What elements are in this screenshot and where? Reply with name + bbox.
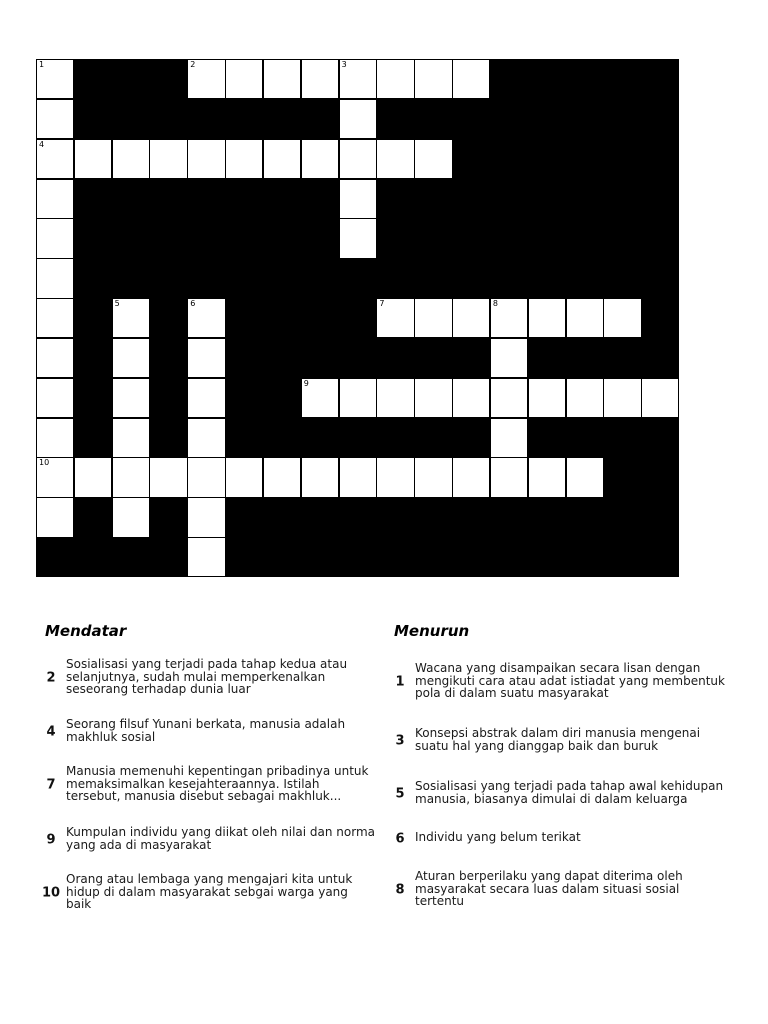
grid-cell[interactable] <box>187 418 225 458</box>
cell-number: 7 <box>379 299 385 309</box>
grid-cell[interactable] <box>36 59 74 99</box>
clue-text: Seorang filsuf Yunani berkata, manusia adalah makhluk sosial <box>66 717 346 744</box>
clue-number: 6 <box>395 831 405 847</box>
cell-number: 10 <box>39 458 50 468</box>
down-clue <box>391 831 721 847</box>
down-clue <box>391 661 725 702</box>
grid-cell[interactable] <box>528 457 566 497</box>
down-heading: Menurun <box>394 622 470 640</box>
grid-cell[interactable] <box>74 139 112 179</box>
grid-cell[interactable] <box>301 59 339 99</box>
grid-cell[interactable] <box>376 139 414 179</box>
down-clue <box>391 779 724 808</box>
grid-cell[interactable] <box>339 99 377 139</box>
grid-cell[interactable] <box>112 418 150 458</box>
across-heading: Mendatar <box>45 622 127 640</box>
clue-number: 4 <box>46 724 56 740</box>
grid-cell[interactable] <box>187 59 225 99</box>
grid-cell[interactable] <box>414 139 452 179</box>
grid-cell[interactable] <box>112 497 150 537</box>
grid-cell[interactable] <box>490 338 528 378</box>
grid-cell[interactable] <box>36 258 74 298</box>
grid-cell[interactable] <box>301 378 339 418</box>
down-clue <box>391 727 721 755</box>
grid-cell[interactable] <box>603 298 641 338</box>
clue-number: 1 <box>395 674 405 690</box>
clue-text: Individu yang belum terikat <box>415 830 581 844</box>
grid-cell[interactable] <box>74 457 112 497</box>
grid-cell[interactable] <box>641 378 679 418</box>
grid-cell[interactable] <box>187 378 225 418</box>
grid-cell[interactable] <box>452 298 490 338</box>
grid-cell[interactable] <box>452 457 490 497</box>
clue-text: Manusia memenuhi kepentingan pribadinya untuk memaksimalkan kesejahteraannya. Istilah tersebut, manusia disebut sebagai makhluk... <box>66 764 369 803</box>
grid-cell[interactable] <box>603 378 641 418</box>
grid-cell[interactable] <box>36 418 74 458</box>
grid-cell[interactable] <box>36 378 74 418</box>
cell-number: 9 <box>303 378 309 388</box>
grid-cell[interactable] <box>528 298 566 338</box>
grid-cell[interactable] <box>112 378 150 418</box>
grid-cell[interactable] <box>566 378 604 418</box>
cell-number: 2 <box>190 60 196 69</box>
grid-cell[interactable] <box>263 59 301 99</box>
clue-number: 9 <box>46 832 56 848</box>
grid-cell[interactable] <box>301 457 339 497</box>
grid-cell[interactable] <box>414 298 452 338</box>
clue-text: Konsepsi abstrak dalam diri manusia mengenai suatu hal yang dianggap baik dan buruk <box>415 726 701 753</box>
grid-cell[interactable] <box>36 457 74 497</box>
grid-cell[interactable] <box>225 139 263 179</box>
grid-cell[interactable] <box>414 59 452 99</box>
grid-cell[interactable] <box>528 378 566 418</box>
clue-text: Orang atau lembaga yang mengajari kita untuk hidup di dalam masyarakat sebgai warga yang baik <box>66 872 353 911</box>
grid-cell[interactable] <box>149 139 187 179</box>
grid-cell[interactable] <box>263 457 301 497</box>
cell-number: 4 <box>39 139 45 149</box>
grid-cell[interactable] <box>339 218 377 258</box>
grid-cell[interactable] <box>36 139 74 179</box>
cell-number: 8 <box>492 299 498 309</box>
grid-cell[interactable] <box>490 457 528 497</box>
grid-cell[interactable] <box>112 139 150 179</box>
grid-cell[interactable] <box>566 457 604 497</box>
grid-cell[interactable] <box>36 179 74 219</box>
clue-number: 10 <box>42 885 61 901</box>
clue-number: 7 <box>46 777 56 793</box>
grid-cell[interactable] <box>149 457 187 497</box>
grid-cell[interactable] <box>490 298 528 338</box>
clue-number: 5 <box>395 786 405 802</box>
grid-cell[interactable] <box>414 378 452 418</box>
grid-cell[interactable] <box>187 537 225 577</box>
across-clue <box>42 765 372 805</box>
across-clue <box>42 718 372 746</box>
grid-cell[interactable] <box>490 378 528 418</box>
cell-number: 3 <box>341 60 347 69</box>
grid-cell[interactable] <box>339 457 377 497</box>
clue-text: Wacana yang disampaikan secara lisan dengan mengikuti cara atau adat istiadat yang membentuk pola di dalam suatu masyarakat <box>415 661 725 700</box>
grid-cell[interactable] <box>36 99 74 139</box>
clue-text: Aturan berperilaku yang dapat diterima oleh masyarakat secara luas dalam situasi sosial tertentu <box>415 869 683 908</box>
grid-cell[interactable] <box>339 378 377 418</box>
clue-text: Sosialisasi yang terjadi pada tahap awal kehidupan manusia, biasanya dimulai di dalam keluarga <box>415 779 724 806</box>
grid-cell[interactable] <box>112 457 150 497</box>
across-clue <box>42 658 372 698</box>
grid-cell[interactable] <box>187 139 225 179</box>
grid-cell[interactable] <box>490 418 528 458</box>
down-clue <box>391 870 721 910</box>
grid-cell[interactable] <box>225 457 263 497</box>
clue-number: 2 <box>46 670 56 686</box>
clue-number: 8 <box>395 882 405 898</box>
grid-cell[interactable] <box>187 298 225 338</box>
grid-cell[interactable] <box>339 179 377 219</box>
grid-cell[interactable] <box>36 298 74 338</box>
grid-cell[interactable] <box>566 298 604 338</box>
cell-number: 5 <box>114 299 120 309</box>
cell-number: 1 <box>39 60 45 69</box>
grid-cell[interactable] <box>452 378 490 418</box>
grid-cell[interactable] <box>225 59 263 99</box>
grid-cell[interactable] <box>376 457 414 497</box>
grid-cell[interactable] <box>376 59 414 99</box>
grid-cell[interactable] <box>112 338 150 378</box>
cell-number: 6 <box>190 299 196 309</box>
grid-cell[interactable] <box>187 338 225 378</box>
grid-cell[interactable] <box>112 298 150 338</box>
clue-text: Sosialisasi yang terjadi pada tahap kedua atau selanjutnya, sudah mulai memperkenalkan seseorang terhadap dunia luar <box>66 657 348 696</box>
grid-cell[interactable] <box>414 457 452 497</box>
grid-cell[interactable] <box>301 139 339 179</box>
clue-text: Kumpulan individu yang diikat oleh nilai dan norma yang ada di masyarakat <box>66 825 376 852</box>
grid-cell[interactable] <box>36 497 74 537</box>
grid-cell[interactable] <box>36 338 74 378</box>
crossword-grid <box>36 59 679 577</box>
grid-cell[interactable] <box>263 139 301 179</box>
grid-cell[interactable] <box>376 378 414 418</box>
grid-cell[interactable] <box>376 298 414 338</box>
across-clue <box>42 825 376 854</box>
grid-cell[interactable] <box>187 457 225 497</box>
clue-number: 3 <box>395 733 405 749</box>
grid-cell[interactable] <box>339 59 377 99</box>
grid-cell[interactable] <box>187 497 225 537</box>
grid-cell[interactable] <box>36 218 74 258</box>
grid-cell[interactable] <box>339 139 377 179</box>
grid-cell[interactable] <box>452 59 490 99</box>
across-clue <box>42 873 372 913</box>
